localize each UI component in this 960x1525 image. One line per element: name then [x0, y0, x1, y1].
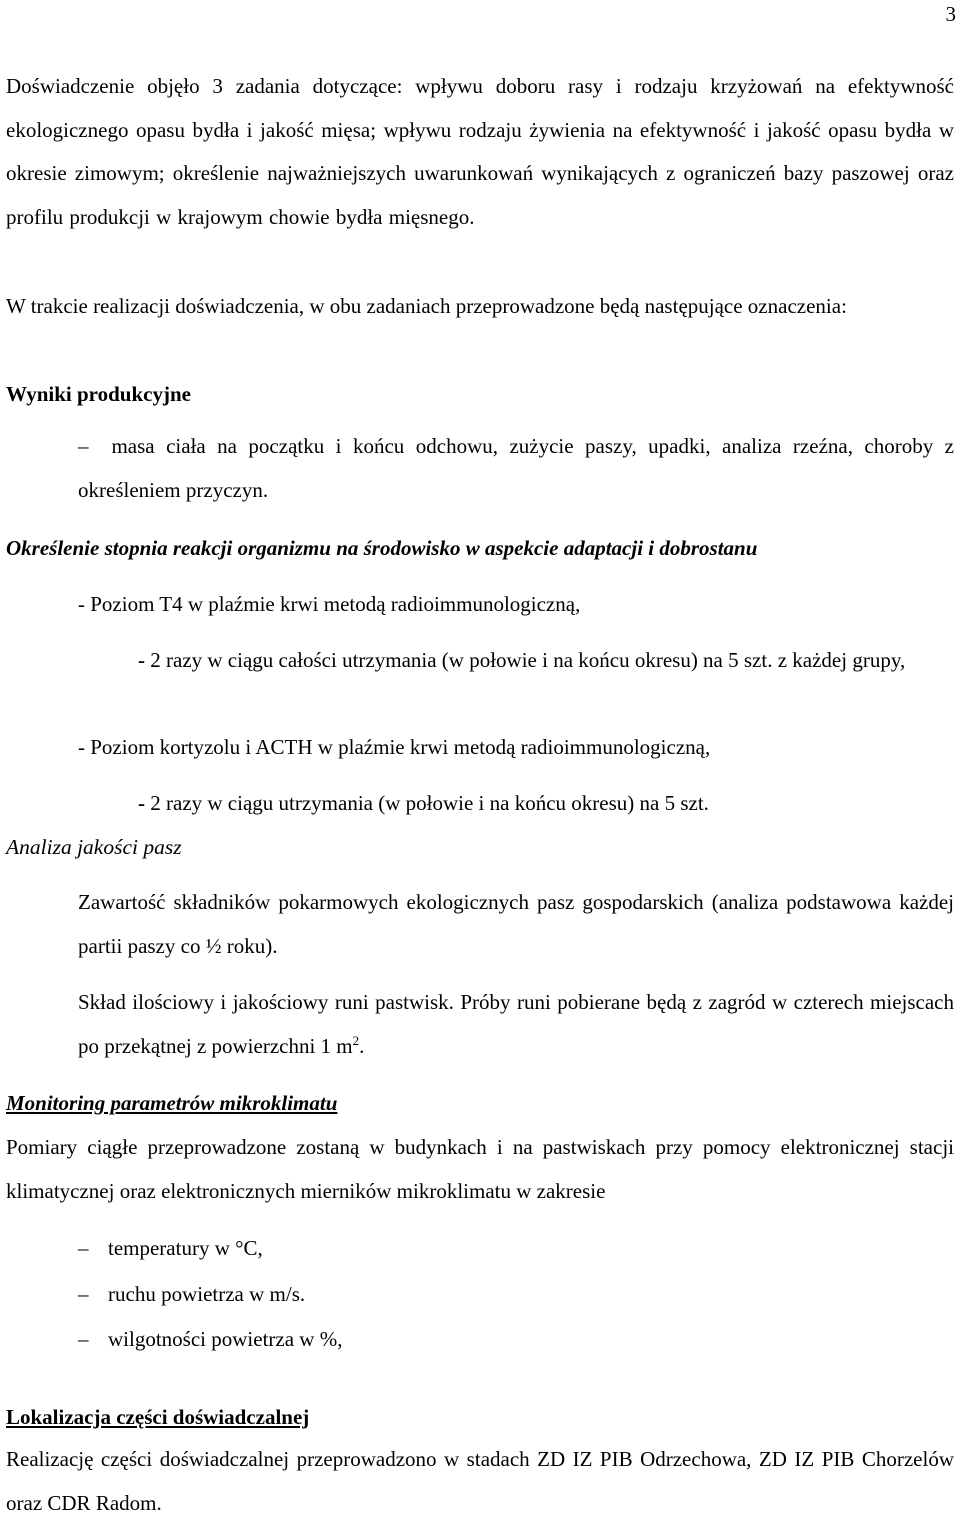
list-dash: – [78, 1327, 89, 1351]
stress-t4: - Poziom T4 w plaźmie krwi metodą radioimmunologiczną, [78, 592, 581, 616]
intro-paragraph-2: W trakcie realizacji doświadczenia, w obu zadaniach przeprowadzone będą następujące oznaczenia: [6, 294, 847, 318]
list-dash: – [78, 1236, 89, 1260]
intro-paragraph: Doświadczenie objęło 3 zadania dotyczące: wpływu doboru rasy i rodzaju krzyżowań na efektywność ekologicznego opasu bydła i jakość mięsa; wpływu rodzaju żywienia na efektywność i jakość opasu bydła w okresie zimowym; określenie najważniejszych uwarunkowań wynikających z ograniczeń bazy paszowej oraz profilu produkcji w krajowym chowie bydła mięsnego. [6, 74, 954, 229]
production-text: masa ciała na początku i końcu odchowu, zużycie paszy, upadki, analiza rzeźna, choroby z określeniem przyczyn. [78, 434, 954, 502]
list-item-text: wilgotności powietrza w %, [108, 1327, 343, 1351]
feed-heading: Analiza jakości pasz [6, 835, 182, 859]
list-item [78, 1226, 954, 1272]
list-item-text: temperatury w °C, [108, 1236, 263, 1260]
feed-paragraph-2-sup: 2 [352, 1033, 360, 1048]
microclimate-list [78, 1226, 954, 1363]
location-paragraph: Realizację części doświadczalnej przeprowadzono w stadach ZD IZ PIB Odrzechowa, ZD IZ PIB Chorzelów oraz CDR Radom. [6, 1447, 954, 1515]
production-heading: Wyniki produkcyjne [6, 382, 191, 406]
stress-t4-detail-dash: - [138, 648, 145, 672]
feed-paragraph-2-text: Skład ilościowy i jakościowy runi pastwisk. Próby runi pobierane będą z zagród w czterech miejscach po przekątnej z powierzchni 1 m [78, 990, 954, 1058]
feed-paragraph-1: Zawartość składników pokarmowych ekologicznych pasz gospodarskich (analiza podstawowa każdej partii paszy co ½ roku). [78, 890, 954, 958]
page-number: 3 [945, 2, 956, 26]
stress-cortisol-detail-dash: - [138, 791, 145, 815]
production-item [78, 424, 954, 512]
stress-heading: Określenie stopnia reakcji organizmu na środowisko w aspekcie adaptacji i dobrostanu [6, 536, 758, 560]
production-dash: – [78, 434, 89, 458]
list-item [78, 1272, 954, 1318]
feed-paragraph-2-end: . [359, 1034, 365, 1058]
microclimate-heading: Monitoring parametrów mikroklimatu [6, 1091, 338, 1115]
location-heading: Lokalizacja części doświadczalnej [6, 1405, 310, 1429]
stress-cortisol-detail [138, 781, 954, 825]
stress-cortisol: - Poziom kortyzolu i ACTH w plaźmie krwi metodą radioimmunologiczną, [78, 735, 711, 759]
list-item [78, 1317, 954, 1363]
feed-paragraph-2 [78, 980, 954, 1068]
list-dash: – [78, 1281, 89, 1306]
stress-t4-detail [138, 638, 954, 682]
list-item-text: ruchu powietrza w m/s. [108, 1281, 306, 1306]
stress-cortisol-detail-text: 2 razy w ciągu utrzymania (w połowie i na końcu okresu) na 5 szt. [145, 791, 709, 815]
microclimate-paragraph: Pomiary ciągłe przeprowadzone zostaną w budynkach i na pastwiskach przy pomocy elektronicznej stacji klimatycznej oraz elektronicznych mierników mikroklimatu w zakresie [6, 1135, 954, 1203]
stress-t4-detail-text: 2 razy w ciągu całości utrzymania (w połowie i na końcu okresu) na 5 szt. z każdej grupy, [145, 648, 906, 672]
